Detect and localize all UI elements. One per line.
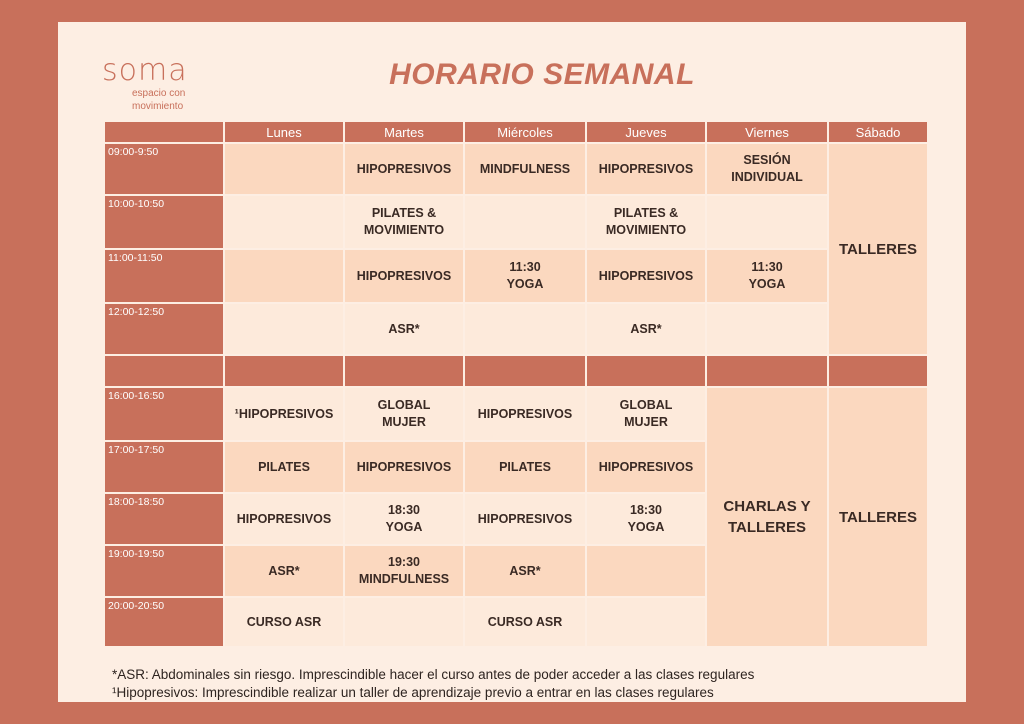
class-time: 18:30 xyxy=(388,503,420,517)
class-line: MINDFULNESS xyxy=(358,572,450,586)
break-cell xyxy=(829,356,927,386)
class-cell: ASR* xyxy=(465,546,585,596)
time-slot: 12:00-12:50 xyxy=(105,304,223,354)
class-cell: ASR* xyxy=(225,546,343,596)
class-cell-charlas xyxy=(707,388,827,646)
class-cell: ¹HIPOPRESIVOS xyxy=(225,388,343,440)
header-lunes: Lunes xyxy=(225,122,343,142)
header-jueves: Jueves xyxy=(587,122,705,142)
class-line: GLOBAL xyxy=(377,398,431,412)
break-cell xyxy=(465,356,585,386)
class-cell: PILATES xyxy=(465,442,585,492)
empty-cell xyxy=(225,196,343,248)
class-cell: HIPOPRESIVOS xyxy=(465,388,585,440)
empty-cell xyxy=(707,196,827,248)
class-cell: ASR* xyxy=(345,304,463,354)
time-slot: 09:00-9:50 xyxy=(105,144,223,194)
empty-cell xyxy=(465,304,585,354)
class-cell xyxy=(465,250,585,302)
empty-cell xyxy=(587,546,705,596)
header-miercoles: Miércoles xyxy=(465,122,585,142)
break-cell xyxy=(345,356,463,386)
class-cell xyxy=(587,196,705,248)
break-cell xyxy=(105,356,223,386)
class-cell: HIPOPRESIVOS xyxy=(587,144,705,194)
class-time: 19:30 xyxy=(388,555,420,569)
class-line: MUJER xyxy=(382,415,426,429)
time-slot: 11:00-11:50 xyxy=(105,250,223,302)
break-cell xyxy=(707,356,827,386)
time-slot: 10:00-10:50 xyxy=(105,196,223,248)
class-line: YOGA xyxy=(506,277,544,291)
class-time: 11:30 xyxy=(509,260,541,274)
break-cell xyxy=(225,356,343,386)
class-cell: CURSO ASR xyxy=(465,598,585,646)
header-corner xyxy=(105,122,223,142)
header-sabado: Sábado xyxy=(829,122,927,142)
class-cell: ASR* xyxy=(587,304,705,354)
class-line: CHARLAS Y xyxy=(723,498,811,515)
time-slot: 19:00-19:50 xyxy=(105,546,223,596)
class-cell: HIPOPRESIVOS xyxy=(225,494,343,544)
class-line: YOGA xyxy=(385,520,423,534)
class-line: MOVIMIENTO xyxy=(605,223,687,237)
class-cell: PILATES xyxy=(225,442,343,492)
class-line: MUJER xyxy=(624,415,668,429)
class-cell xyxy=(707,144,827,194)
schedule-grid xyxy=(105,122,927,646)
class-cell: HIPOPRESIVOS xyxy=(587,442,705,492)
class-line: SESIÓN xyxy=(743,153,791,167)
time-slot: 16:00-16:50 xyxy=(105,388,223,440)
header-viernes: Viernes xyxy=(707,122,827,142)
break-cell xyxy=(587,356,705,386)
class-cell xyxy=(345,494,463,544)
time-slot: 18:00-18:50 xyxy=(105,494,223,544)
class-cell xyxy=(587,494,705,544)
class-cell xyxy=(345,388,463,440)
empty-cell xyxy=(225,304,343,354)
empty-cell xyxy=(587,598,705,646)
class-line: PILATES & xyxy=(613,206,679,220)
class-cell xyxy=(345,196,463,248)
class-cell: HIPOPRESIVOS xyxy=(345,250,463,302)
class-line: YOGA xyxy=(748,277,786,291)
class-line: PILATES & xyxy=(371,206,437,220)
time-slot: 17:00-17:50 xyxy=(105,442,223,492)
class-cell xyxy=(707,250,827,302)
class-cell xyxy=(587,388,705,440)
footnotes xyxy=(112,666,754,702)
class-line: YOGA xyxy=(627,520,665,534)
class-time: 11:30 xyxy=(751,260,783,274)
logo-tagline-line-2: movimiento xyxy=(132,101,184,112)
class-cell: HIPOPRESIVOS xyxy=(465,494,585,544)
header-martes: Martes xyxy=(345,122,463,142)
footnote-hipopresivos: ¹Hipopresivos: Imprescindible realizar un taller de aprendizaje previo a entrar en las clases regulares xyxy=(112,685,714,700)
class-cell xyxy=(345,546,463,596)
class-line: INDIVIDUAL xyxy=(731,170,803,184)
class-cell: HIPOPRESIVOS xyxy=(587,250,705,302)
class-cell: HIPOPRESIVOS xyxy=(345,144,463,194)
class-time: 18:30 xyxy=(630,503,662,517)
class-line: GLOBAL xyxy=(619,398,673,412)
class-line: TALLERES xyxy=(727,519,807,536)
logo-word: soma xyxy=(102,53,188,88)
schedule-card xyxy=(58,22,966,702)
footnote-asr: *ASR: Abdominales sin riesgo. Imprescindible hacer el curso antes de poder acceder a las clases regulares xyxy=(112,667,755,682)
class-cell: MINDFULNESS xyxy=(465,144,585,194)
page-title: HORARIO SEMANAL xyxy=(389,58,695,91)
empty-cell xyxy=(345,598,463,646)
logo-tagline-line-1: espacio con xyxy=(132,88,186,99)
empty-cell xyxy=(465,196,585,248)
class-cell: CURSO ASR xyxy=(225,598,343,646)
class-line: MOVIMIENTO xyxy=(363,223,445,237)
empty-cell xyxy=(225,250,343,302)
class-cell-talleres-morning: TALLERES xyxy=(829,144,927,354)
empty-cell xyxy=(225,144,343,194)
class-cell: HIPOPRESIVOS xyxy=(345,442,463,492)
time-slot: 20:00-20:50 xyxy=(105,598,223,646)
empty-cell xyxy=(707,304,827,354)
class-cell-talleres-afternoon: TALLERES xyxy=(829,388,927,646)
